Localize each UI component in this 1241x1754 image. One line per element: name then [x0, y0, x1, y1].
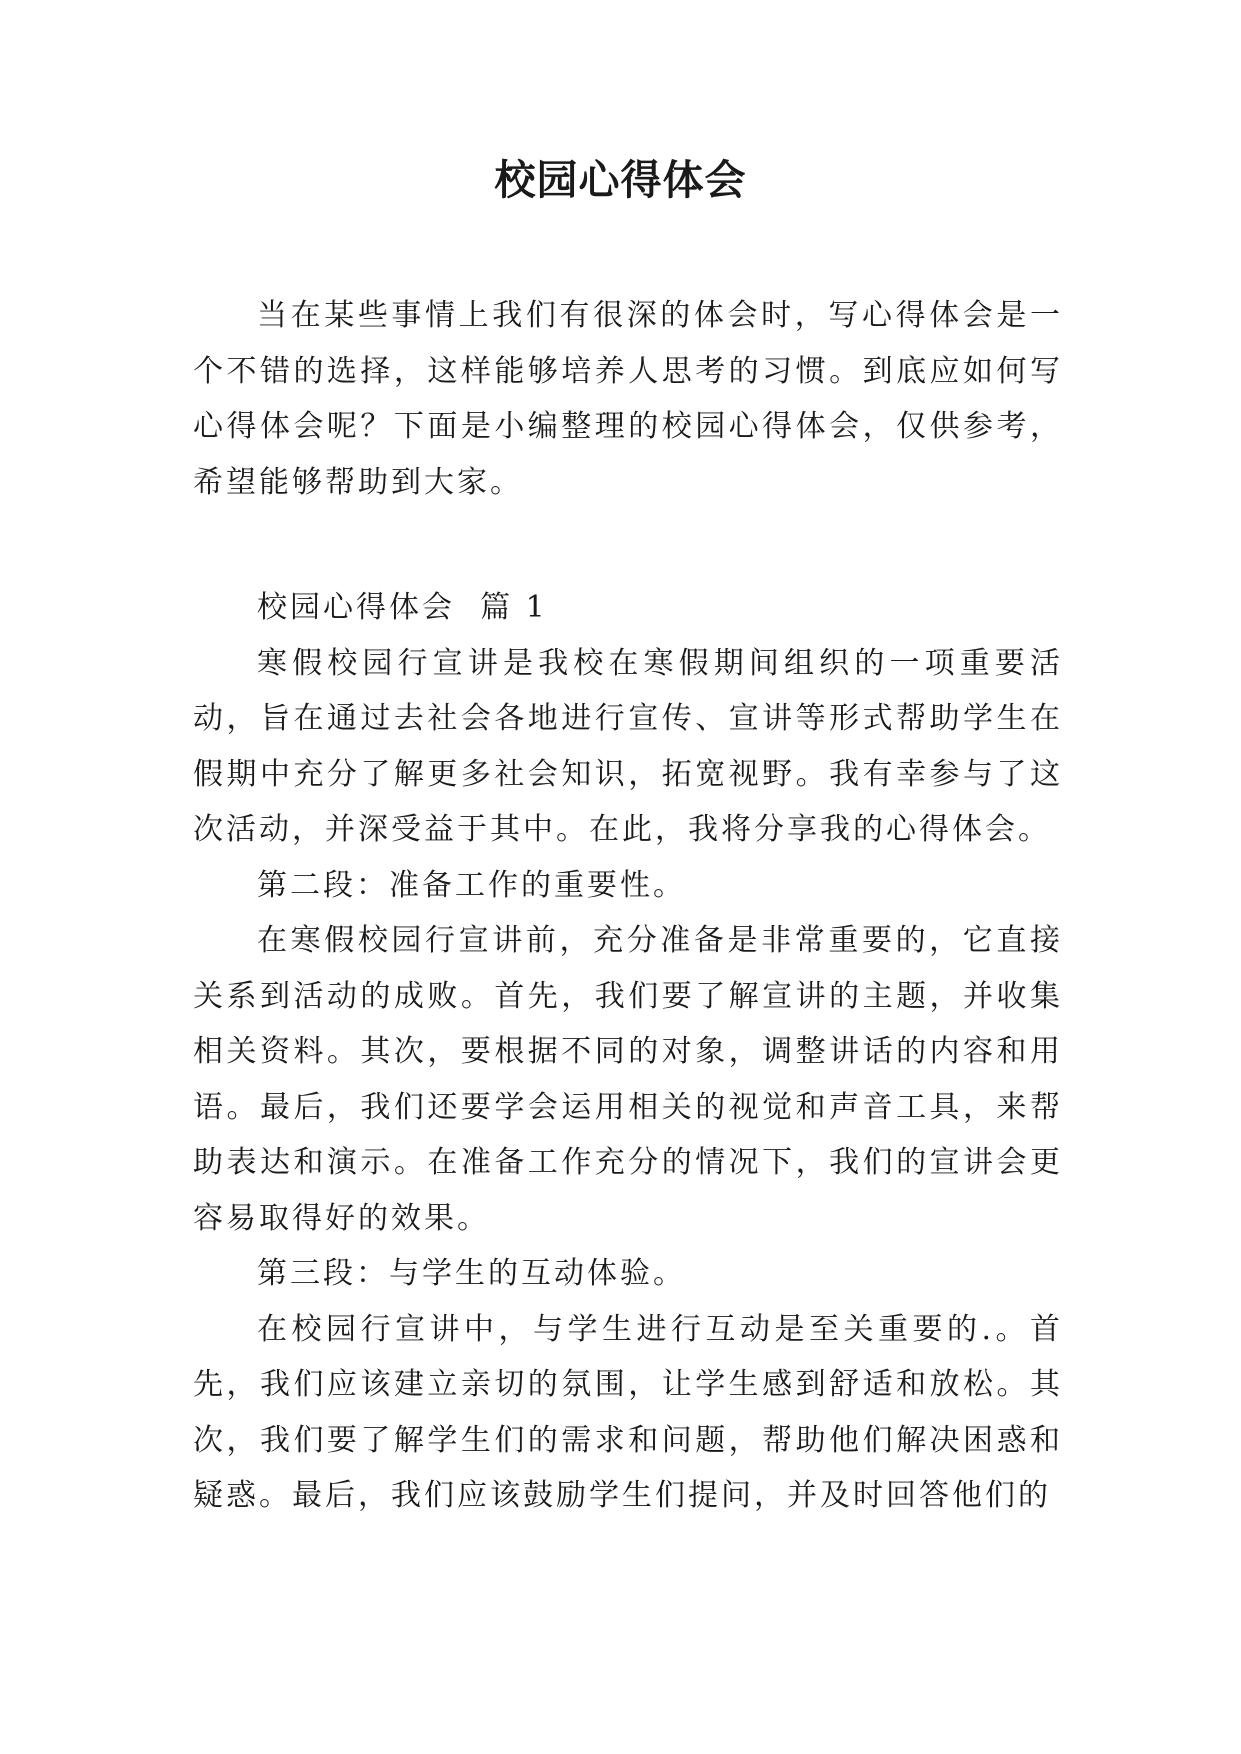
- intro-block: [193, 288, 1063, 510]
- paragraph-4-heading: 第三段：与学生的互动体验。: [257, 1256, 686, 1291]
- paragraph-5: 在校园行宣讲中，与学生进行互动是至关重要的.。首先，我们应该建立亲切的氛围，让学生感到舒适和放松。其次，我们要了解学生们的需求和问题，帮助他们解决困惑和疑惑。最后，我们应该鼓励学生们提问，并及时回答他们的: [193, 1311, 1063, 1513]
- section-heading: 校园心得体会 篇 1: [257, 590, 548, 625]
- section-1: [193, 580, 1063, 1524]
- paragraph-2-heading: 第二段：准备工作的重要性。: [257, 867, 686, 903]
- paragraph-1: 寒假校园行宣讲是我校在寒假期间组织的一项重要活动，旨在通过去社会各地进行宣传、宣讲等形式帮助学生在假期中充分了解更多社会知识，拓宽视野。我有幸参与了这次活动，并深受益于其中。在此，我将分享我的心得体会。: [193, 645, 1063, 847]
- paragraph-3: 在寒假校园行宣讲前，充分准备是非常重要的，它直接关系到活动的成败。首先，我们要了解宣讲的主题，并收集相关资料。其次，要根据不同的对象，调整讲话的内容和用语。最后，我们还要学会运用相关的视觉和声音工具，来帮助表达和演示。在准备工作充分的情况下，我们的宣讲会更容易取得好的效果。: [193, 923, 1063, 1236]
- intro-paragraph: 当在某些事情上我们有很深的体会时，写心得体会是一个不错的选择，这样能够培养人思考的习惯。到底应如何写心得体会呢？下面是小编整理的校园心得体会，仅供参考，希望能够帮助到大家。: [193, 298, 1063, 500]
- document-title: 校园心得体会: [494, 156, 747, 204]
